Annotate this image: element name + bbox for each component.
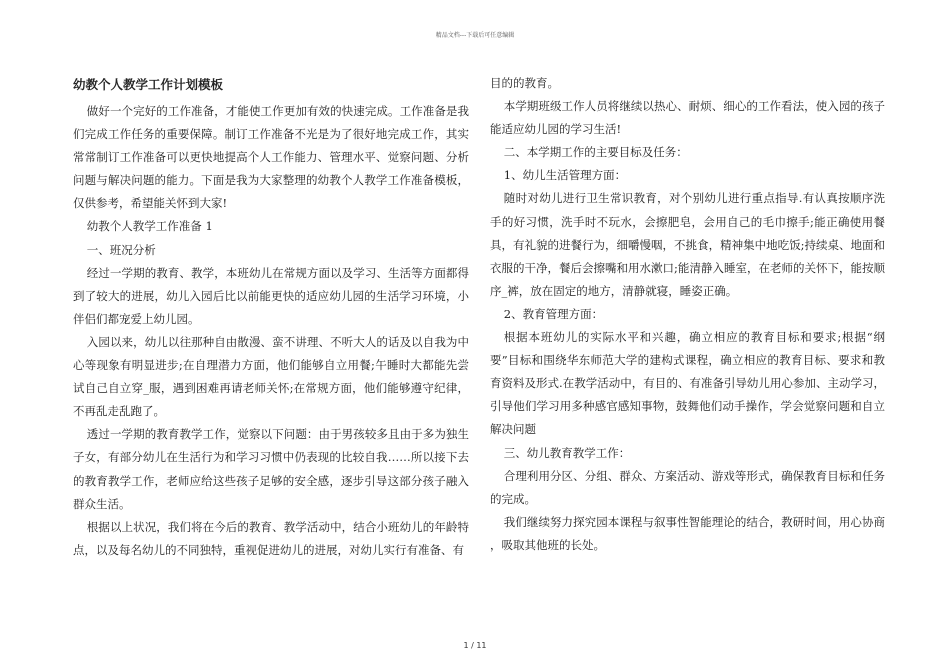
subsection-heading: 2、教育管理方面： <box>503 306 604 321</box>
paragraph: 随时对幼儿进行卫生常识教育，对个别幼儿进行重点指导.有认真按顺序洗手的好习惯，洗手时不玩水，会擦肥皂，会用自己的毛巾擦手;能正确使用餐具，有礼貌的进餐行为，细嚼慢咽，不挑食，精神集中地吃饭;持续桌、地面和衣服的干净，餐后会擦嘴和用水漱口;能清静入睡室，在老师的关怀下，能按顺序_裤，放在固定的地方，清静就寝，睡姿正确。 <box>490 191 885 298</box>
section-heading: 一、班况分析 <box>86 242 156 257</box>
section-heading: 幼教个人教学工作准备 1 <box>86 219 213 234</box>
paragraph: 经过一学期的教育、教学，本班幼儿在常规方面以及学习、生活等方面都得到了较大的进展，幼儿入园后比以前能更快的适应幼儿园的生活学习环境，小伴侣们都宠爱上幼儿园。 <box>73 265 469 326</box>
paragraph: 做好一个完好的工作准备，才能使工作更加有效的快速完成。工作准备是我们完成工作任务的重要保障。制订工作准备不光是为了很好地完成工作，其实常常制订工作准备可以更快地提高个人工作能力、管理水平、觉察问题、分析问题与解决问题的能力。下面是我为大家整理的幼教个人教学工作准备模板，仅供参考，希望能关怀到大家! <box>73 104 469 211</box>
paragraph: 入园以来，幼儿以往那种自由散漫、蛮不讲理、不听大人的话及以自我为中心等现象有明显进步;在自理潜力方面，他们能够自立用餐;午睡时大都能先尝试自己自立穿_服，遇到困难再请老师关怀;在常规方面，他们能够遵守纪律，不再乱走乱跑了。 <box>73 334 469 419</box>
paragraph: 合理利用分区、分组、群众、方案活动、游戏等形式，确保教育目标和任务的完成。 <box>490 468 885 506</box>
paragraph: 我们继续努力探究园本课程与叙事性智能理论的结合，教研时间，用心协商 ，吸取其他班的长处。 <box>490 514 885 552</box>
section-heading: 二、本学期工作的主要目标及任务： <box>503 145 688 160</box>
right-column <box>490 72 885 557</box>
paragraph: 根据本班幼儿的实际水平和兴趣，确立相应的教育目标和要求;根据“纲要”目标和围绕华东师范大学的建构式课程，确立相应的教育目标、要求和教育资料及形式.在教学活动中，有目的、有准备引导幼儿用心参加、主动学习，引导他们学习用多种感官感知事物，鼓舞他们动手操作，学会觉察问题和自立解决问题 <box>490 330 885 437</box>
header-note: 精品文档---下载后可任意编辑 <box>435 32 515 39</box>
document-title: 幼教个人教学工作计划模板 <box>73 77 224 92</box>
paragraph: 根据以上状况，我们将在今后的教育、教学活动中，结合小班幼儿的年龄特点，以及每名幼儿的不同独特，重视促进幼儿的进展，对幼儿实行有准备、有 <box>73 519 469 557</box>
section-heading: 三、幼儿教育教学工作： <box>503 445 631 460</box>
left-column <box>73 72 469 562</box>
paragraph: 目的的教育。 <box>490 76 559 90</box>
page-indicator: 1 / 11 <box>463 641 487 650</box>
paragraph: 透过一学期的教育教学工作，觉察以下问题：由于男孩较多且由于多为独生子女，有部分幼儿在生活行为和学习习惯中仍表现的比较自我……所以接下去的教育教学工作，老师应给这些孩子足够的安全感，逐步引导这部分孩子融入群众生活。 <box>73 427 469 511</box>
subsection-heading: 1、幼儿生活管理方面： <box>503 168 627 183</box>
paragraph: 本学期班级工作人员将继续以热心、耐烦、细心的工作看法，使入园的孩子能适应幼儿园的学习生活! <box>490 99 885 137</box>
